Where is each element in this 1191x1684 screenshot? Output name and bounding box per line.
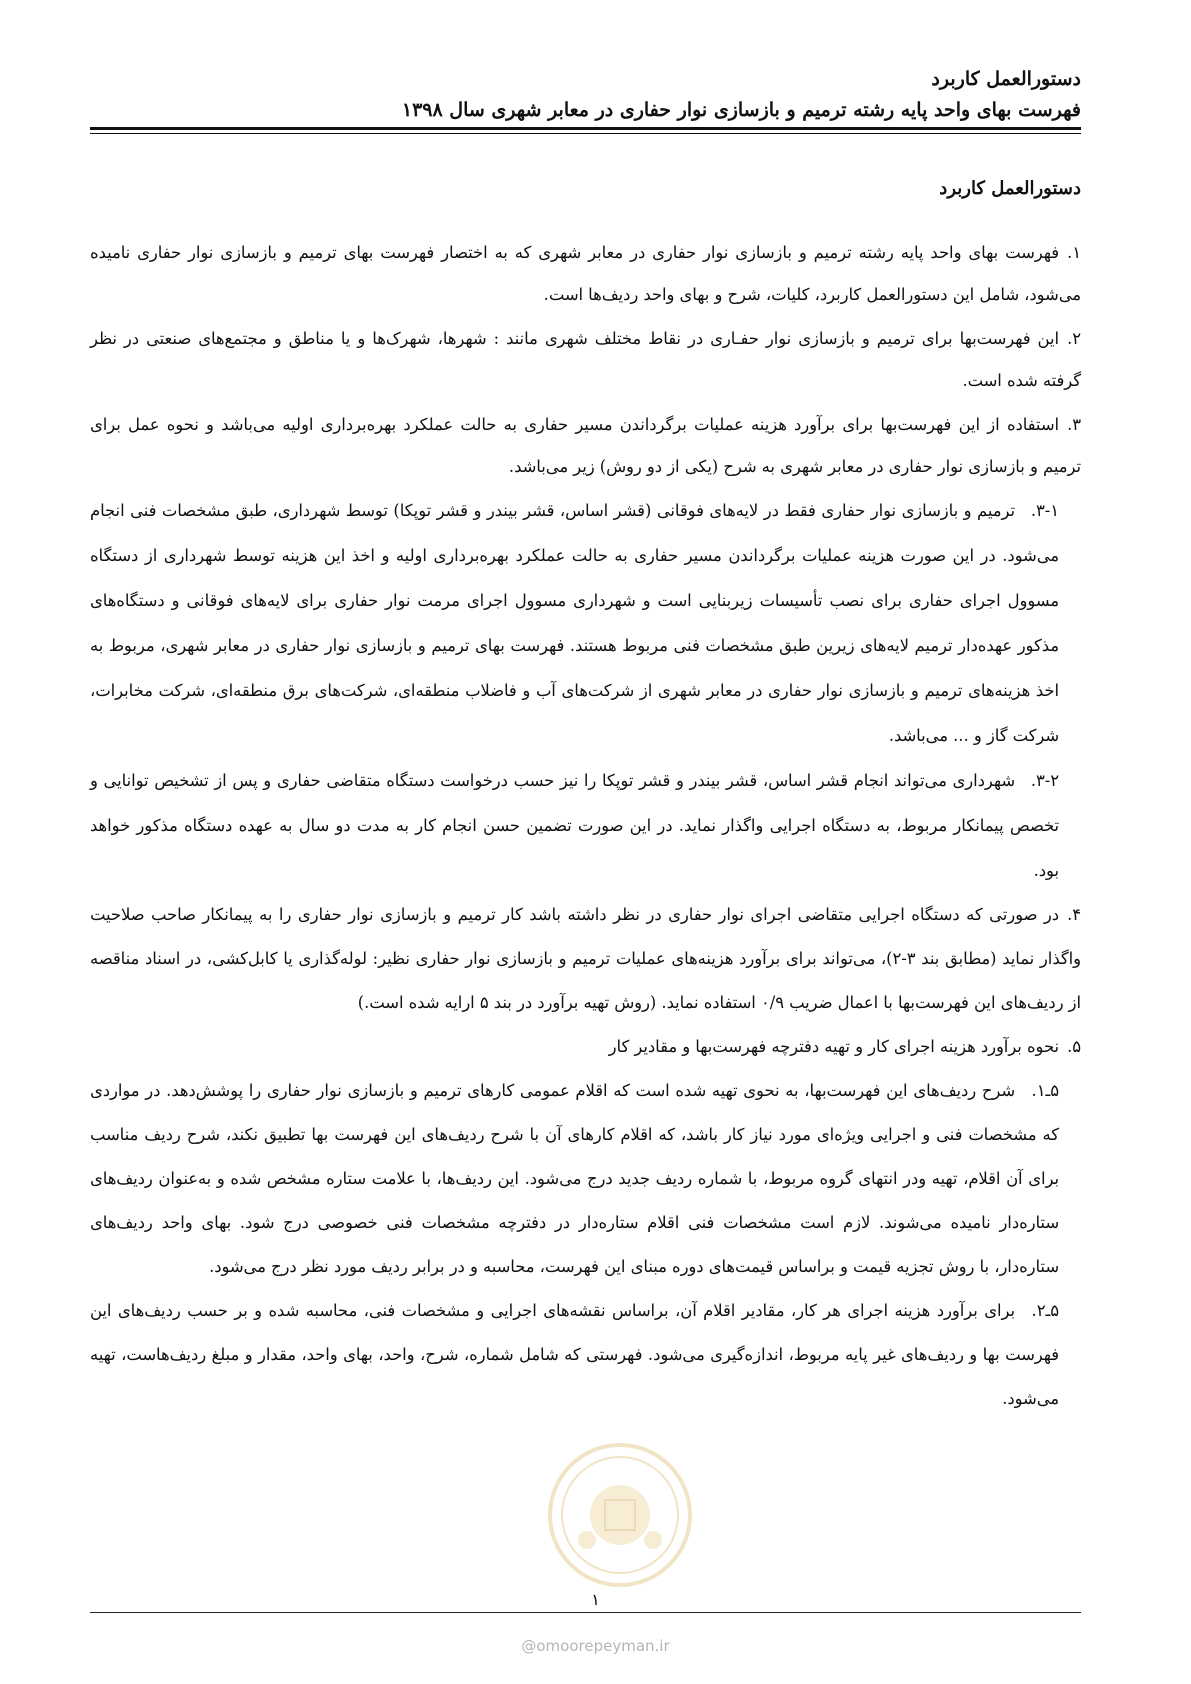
list-item <box>90 1289 1081 1421</box>
item-text: در صورتی که دستگاه اجرایی متقاضی اجرای نوار حفاری در نظر داشته باشد کار ترمیم و بازسازی نوار حفاری را به پیمانکار صاحب صلاحیت واگذار نماید (مطابق بند ۳-۲)، می‌تواند برای برآورد هزینه‌های عملیات ترمیم و بازسازی نوار حفاری نظیر: لوله‌گذاری یا کابل‌کشی، در اسناد مناقصه از ردیف‌های این فهرست‌بها با اعمال ضریب ۰/۹ استفاده نماید. (روش تهیه برآورد در بند ۵ ارایه شده است.) <box>90 905 1081 1012</box>
list-item <box>90 1069 1081 1289</box>
list-item <box>90 758 1081 893</box>
item-text: برای برآورد هزینه اجرای هر کار، مقادیر اقلام آن، براساس نقشه‌های اجرایی و مشخصات فنی، محاسبه شده و بر حسب ردیف‌های این فهرست بها و ردیف‌های غیر پایه مربوط، اندازه‌گیری می‌شود. فهرستی که شامل شماره، شرح، واحد، بهای واحد، مقدار و مبلغ ردیف‌هاست، تهیه می‌شود. <box>90 1301 1059 1408</box>
item-text: این فهرست‌بها برای ترمیم و بازسازی نوار حفـاری در نقاط مختلف شهری مانند : شهرها، شهرک‌ها و یا مناطق و مجتمع‌های صنعتی در نظر گرفته شده است. <box>90 329 1081 390</box>
list-item <box>90 893 1081 1025</box>
item-text: نحوه برآورد هزینه اجرای کار و تهیه دفترچه فهرست‌بها و مقادیر کار <box>608 1037 1059 1056</box>
item-text: ترمیم و بازسازی نوار حفاری فقط در لایه‌های فوقانی (قشر اساس، قشر بیندر و قشر توپکا) توسط شهرداری، طبق مشخصات فنی انجام می‌شود. در این صورت هزینه عملیات برگرداندن مسیر حفاری به حالت عملکرد بهره‌برداری اولیه و اخذ این هزینه توسط شهرداری از دستگاه مسوول اجرای حفاری برای نصب تأسیسات زیربنایی است و شهرداری مسوول اجرای مرمت نوار حفاری برای لایه‌های فوقانی و دستگاه‌های مذکور عهده‌دار ترمیم لایه‌های زیرین طبق مشخصات فنی مربوط هستند. فهرست بهای ترمیم و بازسازی نوار حفاری در معابر شهری، مربوط به اخذ هزینه‌های ترمیم و بازسازی نوار حفاری در معابر شهری از شرکت‌های آب و فاضلاب منطقه‌ای، شرکت‌های برق منطقه‌ای، شرکت مخابرات، شرکت گاز و ... می‌باشد. <box>90 501 1059 745</box>
item-text: شرح ردیف‌های این فهرست‌بها، به نحوی تهیه شده است که اقلام عمومی کارهای ترمیم و بازسازی نوار حفاری را پوشش‌دهد. در مواردی که مشخصات فنی و اجرایی ویژه‌ای مورد نیاز کار باشد، که اقلام کارهای آن با شرح ردیف‌های این فهرست بها تطبیق نکند، شرح ردیف مناسب برای آن اقلام، تهیه ودر انتهای گروه مربوط، با شماره ردیف جدید درج می‌شود. این ردیف‌ها، با علامت ستاره مشخص شده و به‌عنوان ردیف‌های ستاره‌دار نامیده می‌شوند. لازم است مشخصات فنی اقلام ستاره‌دار در دفترچه مشخصات فنی خصوصی درج شود. بهای واحد ردیف‌های ستاره‌دار، با روش تجزیه قیمت و براساس قیمت‌های دوره مبنای این فهرست، محاسبه و در برابر ردیف مورد نظر درج می‌شود. <box>90 1081 1059 1276</box>
list-item <box>90 318 1081 402</box>
list-item <box>90 1025 1081 1069</box>
seal-watermark <box>545 1440 695 1590</box>
item-number: ۵ـ۱. <box>1031 1081 1059 1100</box>
header-title: دستورالعمل کاربرد <box>931 68 1081 90</box>
item-number: ۳. <box>1067 415 1081 434</box>
header-rule-thick <box>90 127 1081 130</box>
item-text: شهرداری می‌تواند انجام قشر اساس، قشر بیندر و قشر توپکا را نیز حسب درخواست دستگاه متقاضی حفاری و پس از تشخیص توانایی و تخصص پیمانکار مربوط، به دستگاه اجرایی واگذار نماید. در این صورت تضمین حسن انجام کار به مدت دو سال به عهده دستگاه مذکور خواهد بود. <box>90 771 1059 880</box>
item-number: ۱. <box>1067 243 1081 262</box>
header-subtitle: فهرست بهای واحد پایه رشته ترمیم و بازسازی نوار حفاری در معابر شهری سال ۱۳۹۸ <box>401 99 1081 121</box>
item-number: ۲. <box>1067 329 1081 348</box>
item-text: استفاده از این فهرست‌بها برای برآورد هزینه عملیات برگرداندن مسیر حفاری به حالت عملکرد بهره‌برداری اولیه می‌باشد و نحوه عمل برای ترمیم و بازسازی نوار حفاری در معابر شهری به شرح (یکی از دو روش) زیر می‌باشد. <box>90 415 1081 476</box>
item-number: ۳-۲. <box>1030 771 1059 790</box>
page-header <box>90 64 1081 126</box>
item-number: ۳-۱. <box>1030 501 1059 520</box>
list-item <box>90 404 1081 488</box>
page-number: ۱ <box>591 1590 600 1609</box>
header-rule-thin <box>90 133 1081 134</box>
item-number: ۵ـ۲. <box>1031 1301 1059 1320</box>
footer-rule <box>90 1612 1081 1613</box>
body-content <box>90 232 1081 1421</box>
item-number: ۵. <box>1067 1037 1081 1056</box>
item-number: ۴. <box>1067 905 1081 924</box>
list-item <box>90 232 1081 316</box>
section-title: دستورالعمل کاربرد <box>939 178 1081 199</box>
item-text: فهرست بهای واحد پایه رشته ترمیم و بازسازی نوار حفاری در معابر شهری که به اختصار فهرست بهای ترمیم و بازسازی نوار حفاری نامیده می‌شود، شامل این دستورالعمل کاربرد، کلیات، شرح و بهای واحد ردیف‌ها است. <box>90 243 1081 304</box>
watermark-text: @omoorepeyman.ir <box>521 1637 670 1655</box>
list-item <box>90 488 1081 758</box>
